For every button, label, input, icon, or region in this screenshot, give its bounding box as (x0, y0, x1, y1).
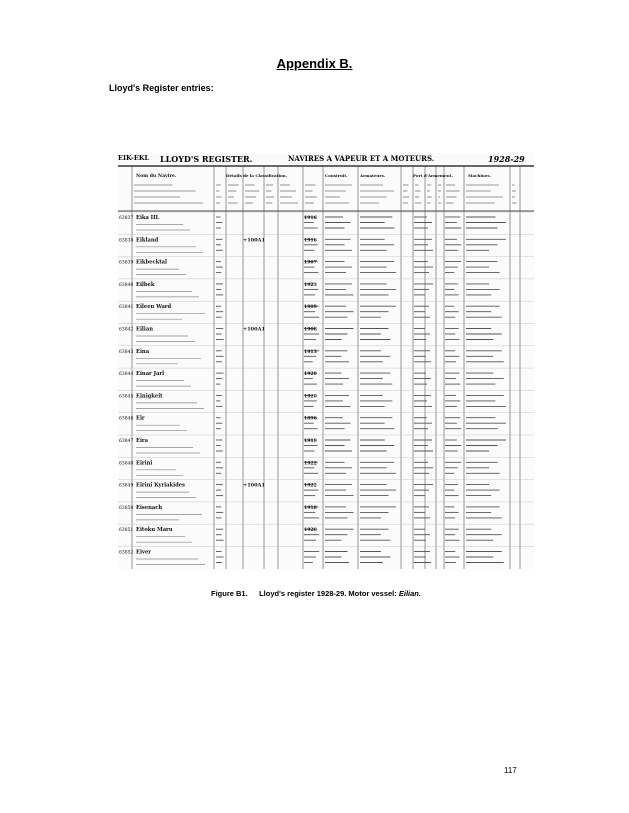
vessel-number: 63838 (119, 238, 134, 244)
vessel-name: Eilian (136, 326, 153, 333)
build-year: 1922 (304, 461, 317, 467)
scan-header-subtitle: NAVIRES A VAPEUR ET A MOTEURS. (288, 154, 435, 163)
vessel-number: 63852 (119, 550, 134, 556)
vessel-number: 63844 (119, 372, 134, 378)
register-subheading: Lloyd's Register entries: (109, 83, 214, 93)
vessel-number: 63842 (119, 327, 134, 333)
register-scan-image (118, 153, 534, 569)
vessel-number: 63846 (119, 416, 134, 422)
vessel-name: Eitoku Maru (136, 527, 173, 534)
class-mark: +100A1 (243, 237, 265, 244)
vessel-number: 63849 (119, 483, 134, 489)
column-heading: Armateurs. (360, 173, 386, 178)
build-year: 1896 (304, 416, 317, 422)
page-number: 117 (504, 766, 517, 775)
caption-vessel: Eilian. (398, 589, 421, 598)
column-heading: Construit. (325, 173, 348, 178)
vessel-name: Eilbek (136, 281, 155, 288)
vessel-name: Eileen Ward (136, 304, 172, 311)
class-mark: +100A1 (243, 482, 265, 489)
build-year: 1920 (304, 528, 317, 534)
vessel-name: Einar Jarl (136, 371, 165, 378)
caption-text: Lloyd's register 1928-29. Motor vessel: (259, 589, 399, 598)
vessel-number: 63851 (119, 528, 134, 534)
column-heading: Nom du Navire. (136, 174, 177, 179)
register-table-scan (118, 153, 534, 569)
vessel-name: Eisenach (136, 504, 163, 511)
column-heading: Détails de la Classification. (226, 173, 287, 178)
column-heading: Machines. (468, 173, 491, 178)
column-heading: Port d'Armement. (413, 173, 453, 178)
build-year: 1919 (304, 439, 317, 444)
build-year: 1920 (304, 394, 317, 400)
vessel-name: Eikland (136, 237, 159, 244)
vessel-number: 63840 (119, 282, 134, 288)
vessel-number: 63845 (119, 394, 134, 400)
vessel-number: 63841 (119, 305, 134, 311)
build-year: 1920 (304, 372, 317, 378)
scan-header-left: EIK-EKL (118, 154, 150, 162)
build-year: 1908 (304, 327, 317, 333)
build-year: 1916 (304, 216, 317, 221)
build-year: 1918 (304, 505, 317, 511)
build-year: 1907 (304, 260, 317, 266)
vessel-name: Eir (136, 415, 145, 422)
caption-label: Figure B1. (211, 589, 248, 598)
figure-caption (211, 589, 421, 598)
vessel-name: Einigkeit (136, 393, 163, 400)
vessel-name: Eirini (136, 460, 153, 467)
vessel-number: 63848 (119, 461, 134, 467)
vessel-name: Eira (136, 438, 149, 444)
scan-header-title: LLOYD'S REGISTER. (160, 154, 253, 164)
class-mark: +100A1 (243, 326, 265, 333)
scan-header-year: 1928-29 (488, 154, 525, 164)
vessel-number: 63837 (119, 216, 134, 221)
appendix-heading: Appendix B. (276, 56, 353, 71)
vessel-name: Eikbecktal (136, 259, 167, 266)
vessel-name: Eiver (136, 549, 151, 556)
vessel-number: 63850 (119, 505, 134, 511)
vessel-number: 63847 (119, 439, 134, 444)
build-year: 1923 (304, 282, 317, 288)
vessel-name: Eika III. (136, 215, 160, 221)
build-year: 1916 (304, 238, 317, 244)
build-year: 1909 (304, 305, 317, 311)
vessel-number: 63843 (119, 349, 134, 355)
build-year: 1922 (304, 483, 317, 489)
vessel-name: Eina (136, 348, 150, 355)
vessel-name: Eirini Kyriakides (136, 482, 185, 489)
vessel-number: 63839 (119, 260, 134, 266)
build-year: 1913 (304, 349, 317, 355)
